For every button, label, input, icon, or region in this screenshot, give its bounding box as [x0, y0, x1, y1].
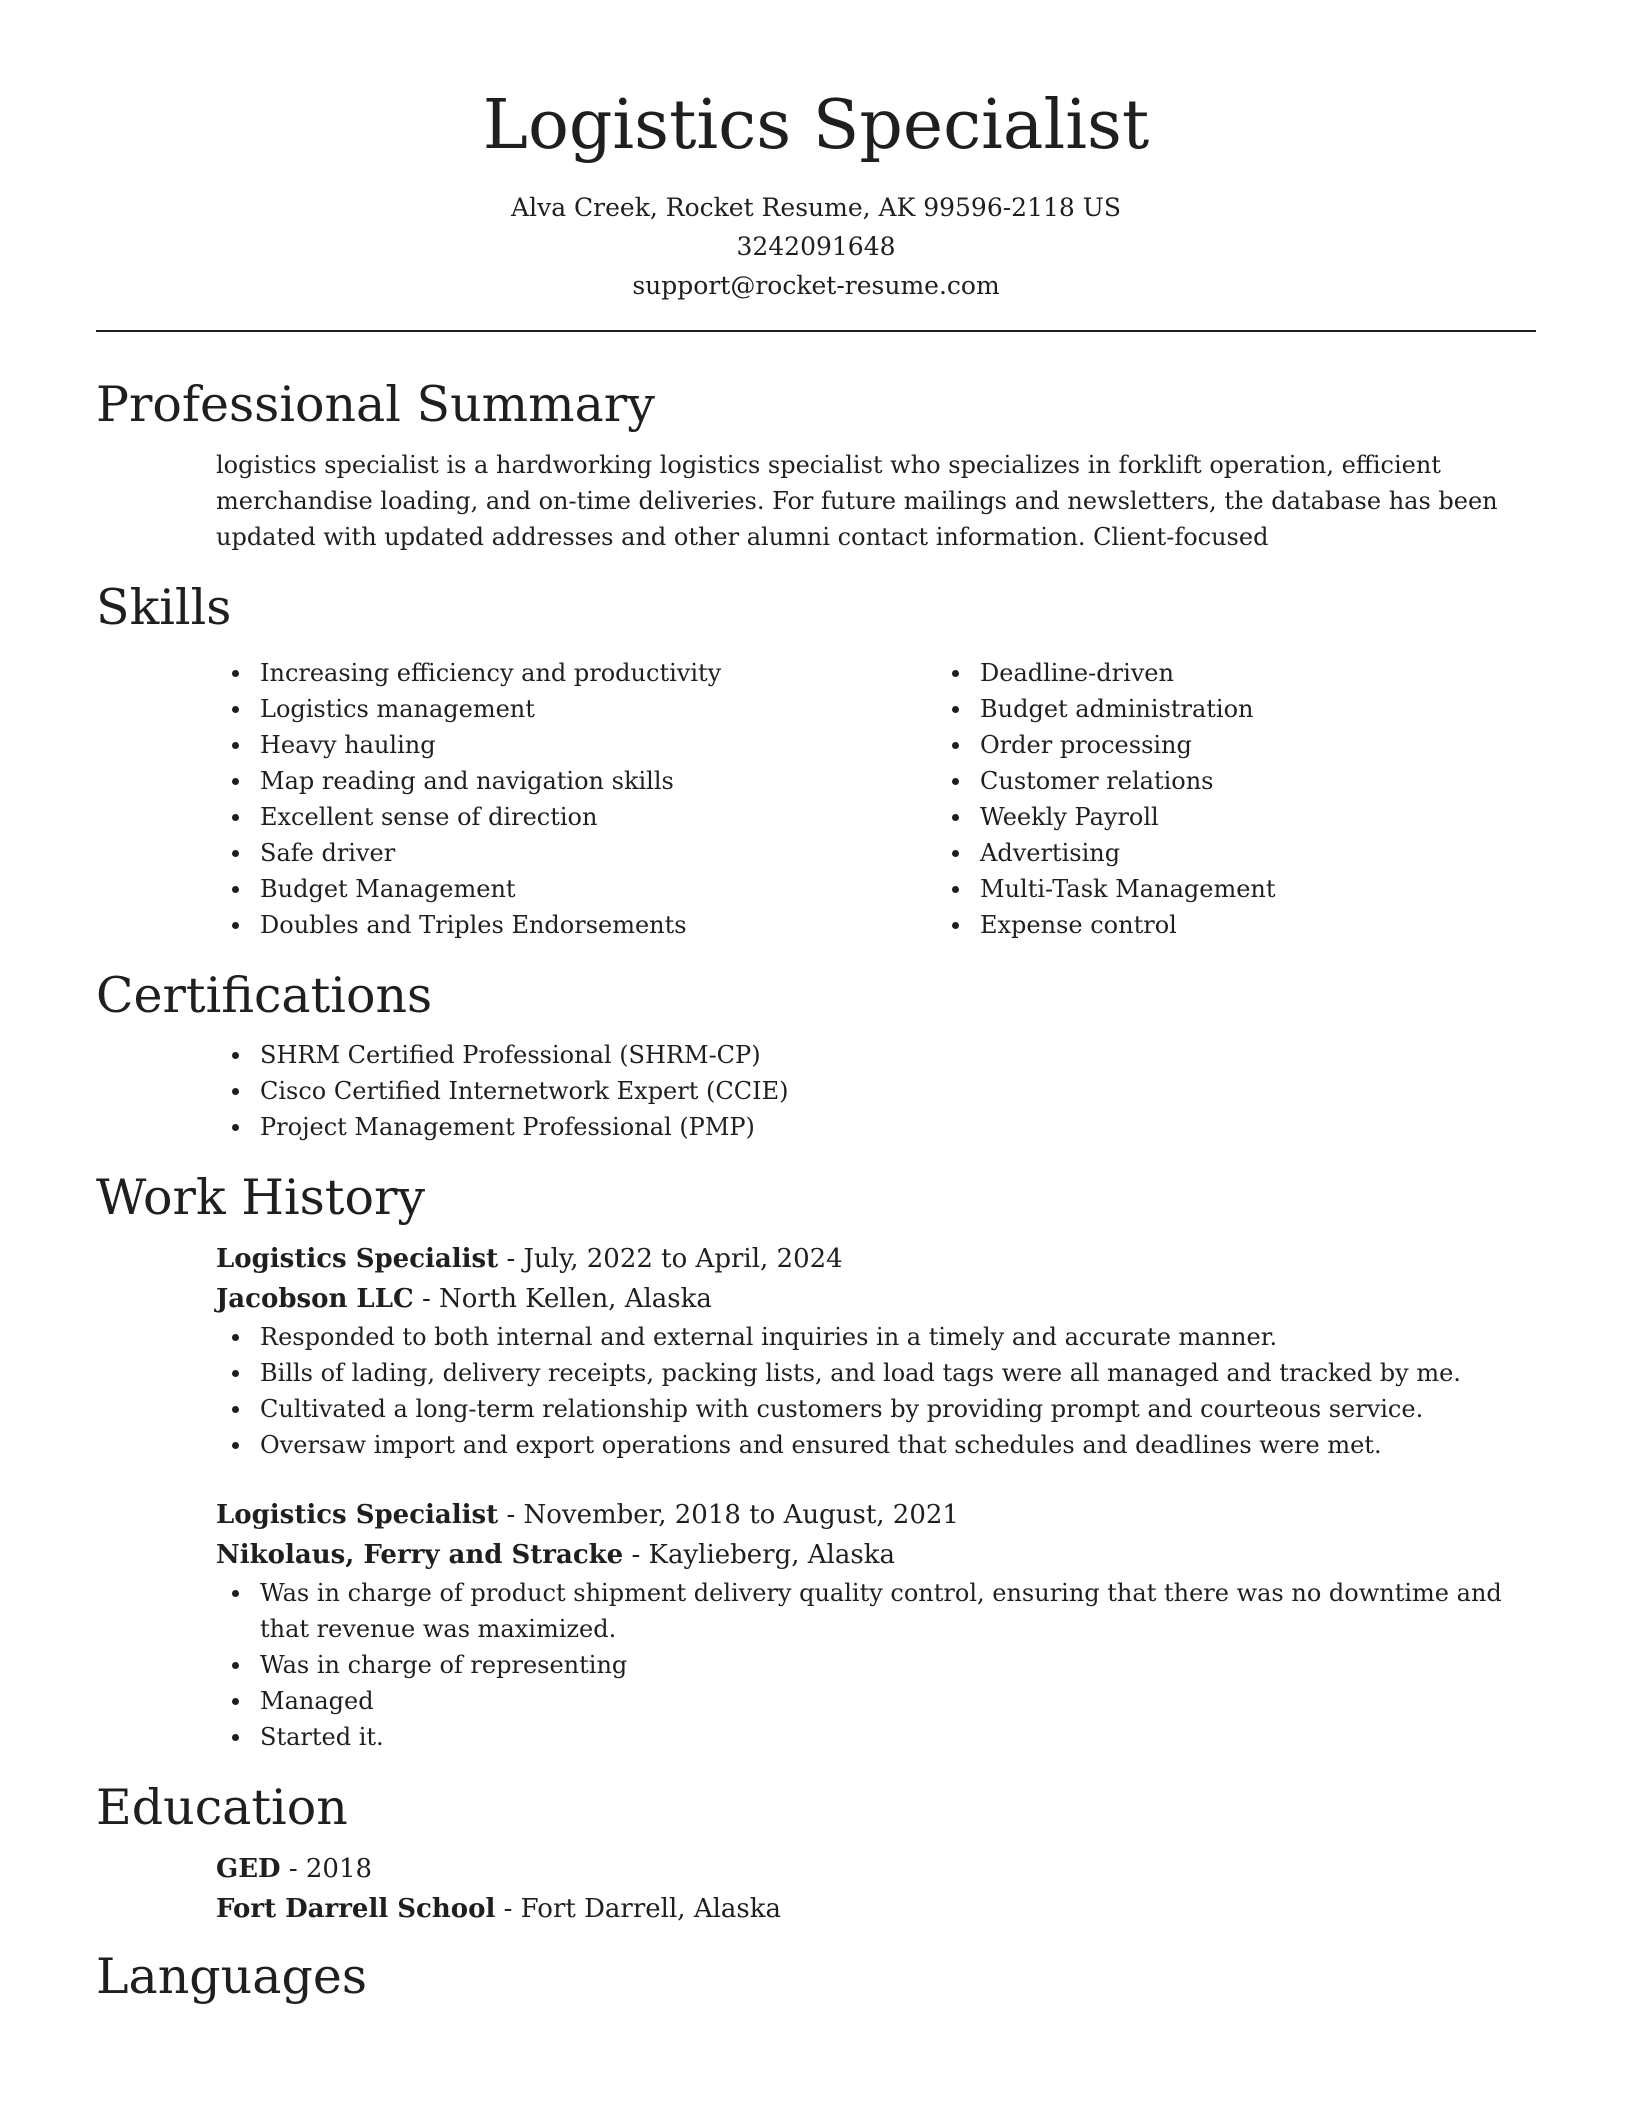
job-title-line [216, 1495, 1536, 1535]
education-heading: Education [96, 1779, 348, 1836]
job-dates: - July, 2022 to April, 2024 [498, 1244, 843, 1274]
list-item: Map reading and navigation skills [260, 763, 816, 799]
languages-heading: Languages [96, 1948, 367, 2005]
list-item: Increasing efficiency and productivity [260, 655, 816, 691]
list-item: Was in charge of product shipment delivery quality control, ensuring that there was no downtime and that revenue was maximized. [260, 1575, 1524, 1647]
list-item: Responded to both internal and external inquiries in a timely and accurate manner. [260, 1319, 1536, 1355]
list-item: Logistics management [260, 691, 816, 727]
list-item: Expense control [980, 907, 1536, 943]
job-location: - North Kellen, Alaska [413, 1284, 712, 1314]
list-item: Weekly Payroll [980, 799, 1536, 835]
job-company-line [216, 1279, 1536, 1319]
job-dates: - November, 2018 to August, 2021 [498, 1500, 959, 1530]
list-item: Oversaw import and export operations and ensured that schedules and deadlines were met. [260, 1427, 1536, 1463]
work-history-heading: Work History [96, 1169, 426, 1226]
list-item: Budget administration [980, 691, 1536, 727]
skills-list [96, 655, 1536, 943]
list-item: Managed [260, 1683, 1524, 1719]
skills-heading: Skills [96, 579, 232, 636]
list-item: Started it. [260, 1719, 1524, 1755]
summary-heading: Professional Summary [96, 376, 655, 433]
certifications-heading: Certifications [96, 967, 433, 1024]
header-divider [96, 330, 1536, 332]
list-item: Cisco Certified Internetwork Expert (CCIE) [260, 1073, 1536, 1109]
list-item: Was in charge of representing [260, 1647, 1524, 1683]
education-entry [216, 1849, 1536, 1929]
list-item: Advertising [980, 835, 1536, 871]
job-bullets [96, 1319, 1536, 1463]
list-item: Doubles and Triples Endorsements [260, 907, 816, 943]
resume-page [96, 0, 1536, 2009]
skills-column-1 [96, 655, 816, 943]
job-company: Jacobson LLC [216, 1284, 414, 1314]
job-company-line [216, 1535, 1536, 1575]
job-entry [216, 1239, 1536, 1319]
job-title-line [216, 1239, 1536, 1279]
education-degree: GED [216, 1854, 281, 1884]
education-degree-line [216, 1849, 1536, 1889]
list-item: Excellent sense of direction [260, 799, 816, 835]
education-school: Fort Darrell School [216, 1894, 496, 1924]
education-location: - Fort Darrell, Alaska [495, 1894, 782, 1924]
contact-email: support@rocket-resume.com [632, 271, 1000, 300]
list-item: Bills of lading, delivery receipts, packing lists, and load tags were all managed and tracked by me. [260, 1355, 1536, 1391]
job-bullets [96, 1575, 1524, 1755]
list-item: Deadline-driven [980, 655, 1536, 691]
education-year: - 2018 [280, 1854, 373, 1884]
job-location: - Kaylieberg, Alaska [623, 1540, 895, 1570]
job-entry [216, 1495, 1536, 1575]
job-company: Nikolaus, Ferry and Stracke [216, 1540, 624, 1570]
skills-column-2 [816, 655, 1536, 943]
contact-phone: 3242091648 [736, 232, 896, 261]
education-school-line [216, 1889, 1536, 1929]
job-title: Logistics Specialist [216, 1500, 499, 1530]
list-item: Heavy hauling [260, 727, 816, 763]
contact-address: Alva Creek, Rocket Resume, AK 99596-2118 US [511, 193, 1121, 222]
list-item: Project Management Professional (PMP) [260, 1109, 1536, 1145]
certifications-list [96, 1037, 1536, 1145]
list-item: Multi-Task Management [980, 871, 1536, 907]
list-item: SHRM Certified Professional (SHRM-CP) [260, 1037, 1536, 1073]
summary-text: logistics specialist is a hardworking logistics specialist who specializes in forklift operation, efficient merchandise loading, and on-time deliveries. For future mailings and newsletters, the database has been updated with updated addresses and other alumni contact information. Client-focused [216, 451, 1498, 551]
page-title: Logistics Specialist [482, 86, 1150, 165]
list-item: Budget Management [260, 871, 816, 907]
job-title: Logistics Specialist [216, 1244, 499, 1274]
list-item: Safe driver [260, 835, 816, 871]
list-item: Order processing [980, 727, 1536, 763]
list-item: Cultivated a long-term relationship with customers by providing prompt and courteous service. [260, 1391, 1536, 1427]
list-item: Customer relations [980, 763, 1536, 799]
resume-header [96, 0, 1536, 305]
